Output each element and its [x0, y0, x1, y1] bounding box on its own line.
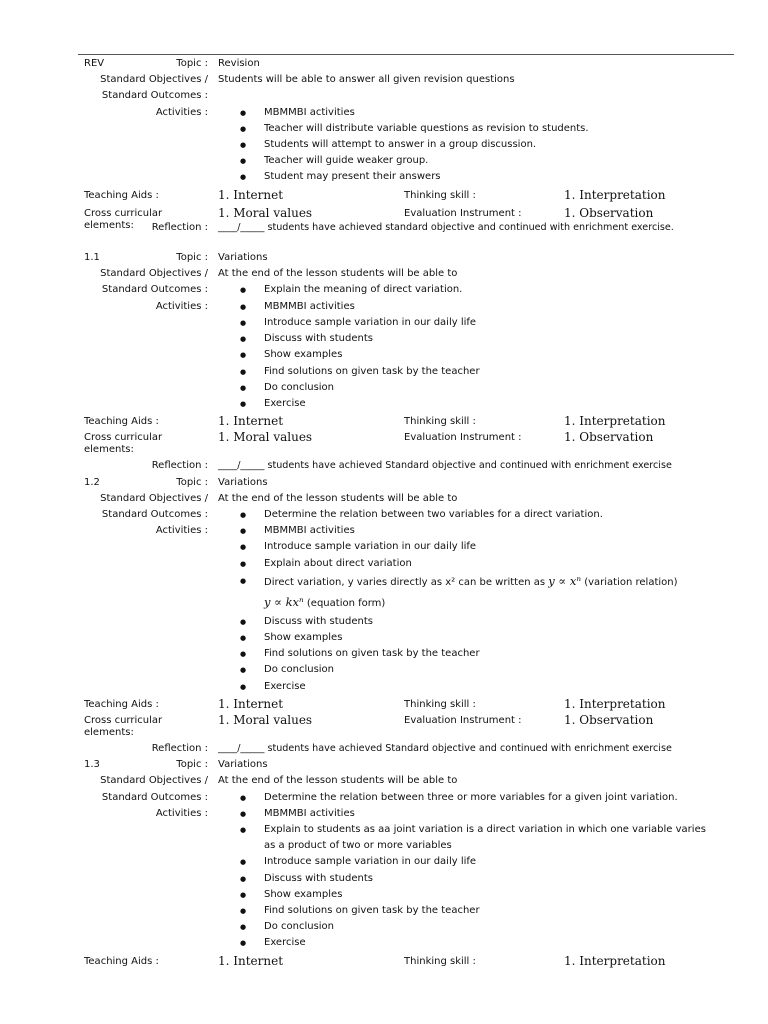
thinking-skill-value: 1. Interpretation [564, 953, 666, 968]
activities-label: Activities : [155, 525, 208, 537]
list-item: ● Discuss with students [218, 614, 734, 630]
teaching-aids-value: 1. Internet [218, 414, 284, 429]
activities-label: Activities : [155, 300, 208, 312]
list-item [218, 572, 734, 592]
direct-variation-text: Direct variation, y varies directly as x² can be written as [264, 576, 546, 588]
list-item: ● Find solutions on given task by the teacher [218, 364, 734, 380]
objectives-label: Standard Objectives / [100, 74, 208, 86]
list-item: ● Show examples [218, 887, 734, 903]
list-item: ● Discuss with students [218, 871, 734, 887]
list-item: ● Introduce sample variation in our daily life [218, 539, 734, 555]
outcomes-label: Standard Outcomes : [101, 791, 208, 803]
list-item: ● MBMMBI activities [218, 806, 734, 822]
objective-value: At the end of the lesson students will be able to [218, 775, 458, 787]
list-item: ● Find solutions on given task by the teacher [218, 646, 734, 662]
list-item: ● Do conclusion [218, 919, 734, 935]
list-item: ● Discuss with students [218, 331, 734, 347]
list-item: ● Do conclusion [218, 662, 734, 678]
joint-variation-continued: as a product of two or more variables [264, 840, 452, 852]
lesson-plan-document [84, 56, 734, 970]
activities-label: Activities : [155, 807, 208, 819]
evaluation-value: 1. Observation [564, 712, 654, 727]
list-item: ● Determine the relation between three or more variables for a given joint variation. [218, 790, 734, 806]
top-divider [78, 54, 734, 55]
list-item: ● MBMMBI activities [218, 105, 734, 121]
thinking-skill-value: 1. Interpretation [564, 696, 666, 711]
evaluation-label: Evaluation Instrument : [404, 714, 522, 726]
list-item: ● Exercise [218, 396, 734, 412]
activities-list [218, 790, 734, 806]
section-code: REV [84, 58, 105, 69]
topic-value: Variations [218, 759, 268, 771]
cross-curricular-value: 1. Moral values [218, 712, 313, 727]
activities-list-2 [218, 299, 734, 412]
evaluation-label: Evaluation Instrument : [404, 207, 522, 219]
topic-value: Variations [218, 476, 268, 488]
thinking-skill-label: Thinking skill : [404, 189, 476, 201]
list-item: ● Explain the meaning of direct variation. [218, 282, 734, 298]
section-rev [84, 56, 734, 236]
equation-note: (equation form) [306, 597, 386, 609]
cross-curricular-label-2: elements: [84, 726, 134, 738]
variation-formula: y ∝ xⁿ [548, 573, 582, 588]
section-1-1 [84, 250, 734, 474]
teaching-aids-value: 1. Internet [218, 187, 284, 202]
list-item: ● Teacher will guide weaker group. [218, 153, 734, 169]
thinking-skill-label: Thinking skill : [404, 698, 476, 710]
list-item: ● Students will attempt to answer in a group discussion. [218, 137, 734, 153]
topic-label: Topic : [176, 476, 208, 488]
list-item: ● Show examples [218, 630, 734, 646]
outcomes-label: Standard Outcomes : [101, 508, 208, 520]
cross-curricular-label-2: elements: [84, 444, 134, 456]
activities-label: Activities : [155, 106, 208, 118]
list-item: ● Student may present their answers [218, 169, 734, 185]
topic-label: Topic : [176, 58, 208, 69]
list-item: ● Explain to students as aa joint variation is a direct variation in which one variable varies [218, 822, 734, 838]
evaluation-label: Evaluation Instrument : [404, 432, 522, 444]
list-item: ● Show examples [218, 347, 734, 363]
section-1-3 [84, 757, 734, 969]
list-item: ● Exercise [218, 679, 734, 695]
list-item: ● MBMMBI activities [218, 299, 734, 315]
topic-value: Revision [218, 58, 260, 69]
list-item: ● Do conclusion [218, 380, 734, 396]
topic-label: Topic : [176, 759, 208, 771]
cross-curricular-label: Cross curricular [84, 207, 163, 219]
activities-list [218, 105, 734, 186]
list-item: ● Introduce sample variation in our daily life [218, 854, 734, 870]
list-item [218, 592, 734, 614]
activities-list [218, 282, 734, 298]
reflection-value: ____/_____ students have achieved Standard objective and continued with enrichment exercise [218, 743, 672, 754]
list-item: ● Teacher will distribute variable questions as revision to students. [218, 121, 734, 137]
section-1-2 [84, 475, 734, 758]
objective-value: At the end of the lesson students will be able to [218, 492, 458, 504]
thinking-skill-label: Thinking skill : [404, 955, 476, 967]
list-item: ● MBMMBI activities [218, 523, 734, 539]
teaching-aids-label: Teaching Aids : [84, 955, 159, 967]
list-item: ● Explain about direct variation [218, 556, 734, 572]
list-item-continued [218, 838, 734, 854]
section-code: 1.2 [84, 476, 100, 488]
thinking-skill-value: 1. Interpretation [564, 187, 666, 202]
list-item: ● Exercise [218, 935, 734, 951]
teaching-aids-label: Teaching Aids : [84, 416, 159, 428]
activities-list-2 [218, 523, 734, 695]
cross-curricular-value: 1. Moral values [218, 430, 313, 445]
outcomes-label: Standard Outcomes : [101, 284, 208, 296]
cross-curricular-label: Cross curricular [84, 714, 163, 726]
list-item: ● Introduce sample variation in our daily life [218, 315, 734, 331]
outcomes-label: Standard Outcomes : [101, 90, 208, 102]
cross-curricular-value: 1. Moral values [218, 205, 313, 220]
thinking-skill-value: 1. Interpretation [564, 414, 666, 429]
reflection-value: ____/_____ students have achieved Standard objective and continued with enrichment exercise [218, 460, 672, 472]
variation-note: (variation relation) [584, 576, 678, 588]
topic-value: Variations [218, 252, 268, 264]
section-code: 1.1 [84, 252, 100, 264]
reflection-label: Reflection : [151, 460, 208, 472]
cross-curricular-label-2: elements: [84, 219, 134, 231]
objectives-label: Standard Objectives / [100, 268, 208, 280]
teaching-aids-label: Teaching Aids : [84, 189, 159, 201]
teaching-aids-label: Teaching Aids : [84, 698, 159, 710]
evaluation-value: 1. Observation [564, 205, 654, 220]
objectives-label: Standard Objectives / [100, 775, 208, 787]
objectives-label: Standard Objectives / [100, 492, 208, 504]
reflection-label: Reflection : [151, 743, 208, 754]
teaching-aids-value: 1. Internet [218, 953, 284, 968]
section-code: 1.3 [84, 759, 100, 771]
objective-value: At the end of the lesson students will be able to [218, 268, 458, 280]
activities-list-2 [218, 806, 734, 952]
cross-curricular-label: Cross curricular [84, 432, 163, 444]
objective-value: Students will be able to answer all given revision questions [218, 74, 515, 86]
topic-label: Topic : [176, 252, 208, 264]
equation-formula: y ∝ kxⁿ [264, 594, 304, 609]
reflection-label: Reflection : [151, 221, 208, 233]
activities-list [218, 507, 734, 523]
thinking-skill-label: Thinking skill : [404, 416, 476, 428]
teaching-aids-value: 1. Internet [218, 696, 284, 711]
list-item: ● Determine the relation between two variables for a direct variation. [218, 507, 734, 523]
reflection-value: ____/_____ students have achieved standard objective and continued with enrichment exercise. [218, 221, 674, 233]
evaluation-value: 1. Observation [564, 430, 654, 445]
list-item: ● Find solutions on given task by the teacher [218, 903, 734, 919]
